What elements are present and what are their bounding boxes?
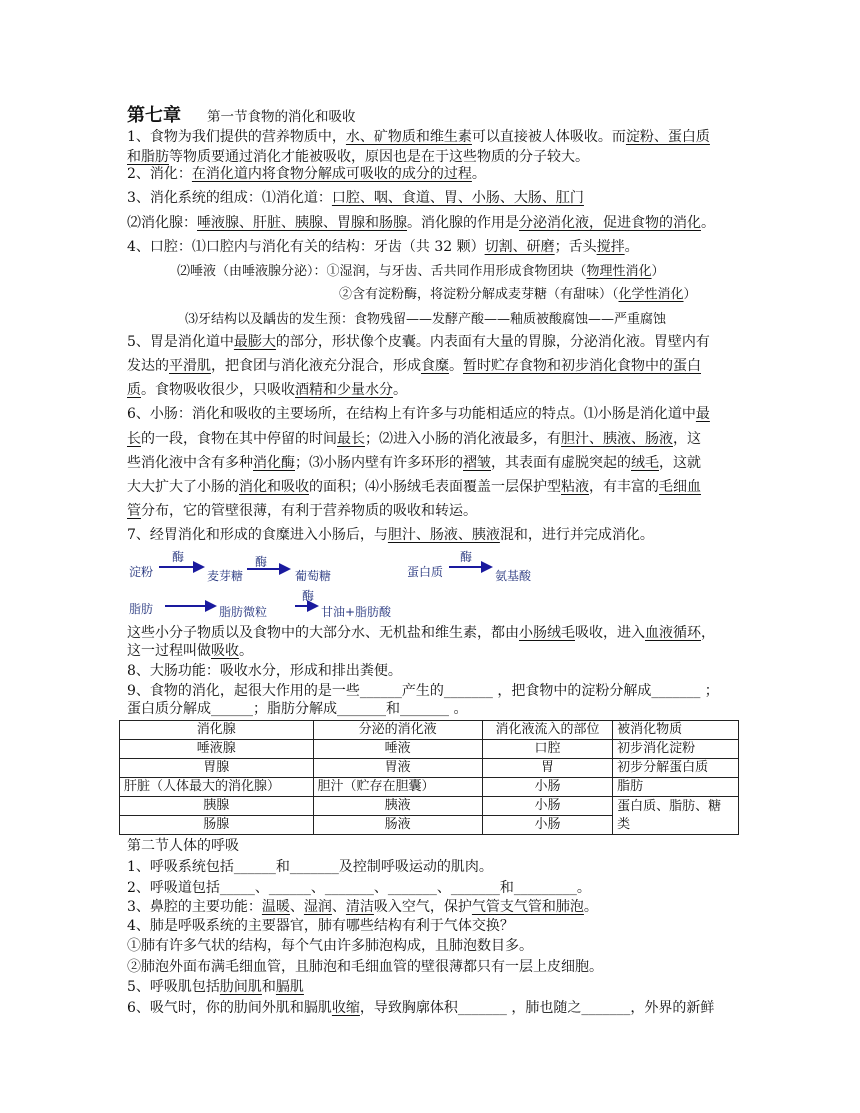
table-cell: 胰液 bbox=[313, 797, 482, 816]
respiration-line-4: 4、肺是呼吸系统的主要器官，肺有哪些结构有利于气体交换？ bbox=[127, 918, 514, 934]
text: 1、食物为我们提供的营养物质中， bbox=[127, 129, 346, 145]
text: ；⑶小肠内壁有许多环形的 bbox=[295, 455, 463, 471]
text: ②含有淀粉酶，将淀粉分解成麦芽糖（有甜味）（ bbox=[339, 287, 619, 302]
text: 的面积；⑷小肠绒毛表面覆盖一层保护型 bbox=[309, 479, 561, 495]
respiration-line-3 bbox=[127, 897, 598, 917]
respiration-line-6 bbox=[127, 998, 714, 1018]
paragraph-6-line-5 bbox=[127, 501, 477, 521]
paragraph-4b bbox=[177, 262, 665, 282]
paragraph-1-line-1 bbox=[127, 127, 710, 147]
underlined-text: 气管支气管和肺泡 bbox=[471, 899, 584, 915]
underlined-text: 血液循环 bbox=[645, 625, 701, 641]
table-cell: 胰腺 bbox=[120, 797, 314, 816]
text: 的一段，食物在其中停留的时间 bbox=[141, 431, 337, 447]
table-header-cell: 消化腺 bbox=[120, 721, 314, 740]
text: 6、小肠：消化和吸收的主要场所，在结构上有许多与功能相适应的特点。⑴小肠是消化道中 bbox=[127, 406, 696, 422]
underlined-text: 收缩 bbox=[331, 1000, 360, 1016]
table-row bbox=[120, 778, 739, 797]
underlined-text: 质 bbox=[127, 382, 141, 398]
text: 。 bbox=[471, 166, 486, 182]
text: ，这 bbox=[673, 431, 701, 447]
text: 2、消化： bbox=[127, 166, 192, 182]
table-cell: 唾液 bbox=[313, 740, 482, 759]
text: ⑵唾液（由唾液腺分泌）：①湿润，与牙齿、舌共同作用形成食物团块（ bbox=[177, 264, 587, 279]
text: ⑵消化腺： bbox=[127, 215, 197, 231]
table-cell: 唾液腺 bbox=[120, 740, 314, 759]
text: 、 bbox=[331, 899, 346, 915]
table-cell: 肝脏（人体最大的消化腺） bbox=[120, 778, 314, 797]
text: 些消化液中含有多种 bbox=[127, 455, 253, 471]
underlined-text: 淀粉、蛋白质 bbox=[625, 129, 710, 145]
underlined-text: 最 bbox=[695, 406, 710, 422]
underlined-text: 温暖 bbox=[261, 899, 290, 915]
label-enzyme: 酶 bbox=[302, 589, 315, 603]
text: 的部分，形状像个皮囊。内表面有大量的胃腺，分泌消化液。胃壁内有 bbox=[275, 334, 710, 350]
underlined-text: 切割、研磨 bbox=[484, 239, 555, 255]
paragraph-5-line-3 bbox=[127, 380, 407, 400]
text: 等物质要通过消化才能被吸收，原因也是在于这些物质的分子较大。 bbox=[169, 149, 589, 165]
underlined-text: 暂时贮存食物和初步消化食物中的蛋白 bbox=[463, 358, 701, 374]
underlined-text: 口腔、咽、食道、胃、小肠、大肠、肛门 bbox=[331, 190, 584, 206]
paragraph-2 bbox=[127, 164, 486, 184]
underlined-text: 化学性消化 bbox=[618, 287, 684, 302]
paragraph-4c bbox=[339, 285, 697, 305]
underlined-text: 酒精和少量水分 bbox=[295, 382, 393, 398]
digestion-arrows bbox=[127, 555, 547, 615]
label-maltose: 麦芽糖 bbox=[207, 569, 244, 583]
text: 。 bbox=[701, 215, 715, 231]
digestive-glands-table bbox=[119, 720, 739, 835]
paragraph-4d: ⑶牙结构以及龋齿的发生预：食物残留——发酵产酸——釉质被酸腐蚀——严重腐蚀 bbox=[185, 312, 667, 327]
paragraph-6-line-1 bbox=[127, 404, 710, 424]
section-2-title: 第二节人体的呼吸 bbox=[127, 838, 239, 854]
table-cell: 小肠 bbox=[482, 778, 612, 797]
table-cell: 肠液 bbox=[313, 816, 482, 835]
underlined-text: 肋间肌 bbox=[219, 979, 262, 995]
underlined-text: 物理性消化 bbox=[586, 264, 652, 279]
underlined-text: 胆汁、肠液、胰液 bbox=[387, 527, 500, 543]
underlined-text: 搅拌 bbox=[596, 239, 625, 255]
text: 3、消化系统的组成：⑴消化道： bbox=[127, 190, 332, 206]
section-title: 第一节食物的消化和吸收 bbox=[207, 109, 356, 125]
underlined-text: 毛细血 bbox=[659, 479, 701, 495]
respiration-line-4a: ①肺有许多气状的结构，每个气由许多肺泡构成，且肺泡数目多。 bbox=[127, 938, 533, 954]
text: 5、胃是消化道中 bbox=[127, 334, 234, 350]
table-cell: 初步消化淀粉 bbox=[613, 740, 739, 759]
table-header-row bbox=[120, 721, 739, 740]
text: 混和，进行并完成消化。 bbox=[499, 527, 654, 543]
respiration-line-2: 2、呼吸道包括_____、______、_______、_______、_______和_________。 bbox=[127, 880, 591, 896]
text: 。 bbox=[239, 643, 253, 659]
underlined-text: 湿润 bbox=[303, 899, 332, 915]
text: 这些小分子物质以及食物中的大部分水、无机盐和维生素，都由 bbox=[127, 625, 519, 641]
text: ， bbox=[701, 625, 715, 641]
underlined-text: 粘液 bbox=[561, 479, 589, 495]
table-row bbox=[120, 740, 739, 759]
text: 吸收，进入 bbox=[575, 625, 645, 641]
table-cell: 胆汁（贮存在胆囊） bbox=[313, 778, 482, 797]
underlined-text: 小肠绒毛 bbox=[519, 625, 575, 641]
text: 。 bbox=[449, 358, 463, 374]
text: 。食物吸收很少，只吸收 bbox=[141, 382, 295, 398]
underlined-text: 唾液腺、肝脏、胰腺、胃腺和肠腺 bbox=[197, 215, 407, 231]
underlined-text: 长 bbox=[127, 431, 141, 447]
paragraph-6-line-4 bbox=[127, 477, 701, 497]
table-cell: 肠腺 bbox=[120, 816, 314, 835]
text: ，这就 bbox=[659, 455, 701, 471]
table-cell: 脂肪 bbox=[613, 778, 739, 797]
paragraph-8-line-1 bbox=[127, 623, 715, 643]
text: 和 bbox=[261, 979, 276, 995]
text: 。 bbox=[583, 899, 598, 915]
respiration-line-5 bbox=[127, 977, 304, 997]
underlined-text: 食糜 bbox=[421, 358, 449, 374]
text: 分布，它的管壁很薄，有利于营养物质的吸收和转运。 bbox=[141, 503, 477, 519]
paragraph-8-line-2 bbox=[127, 641, 253, 661]
label-enzyme: 酶 bbox=[460, 550, 473, 564]
label-fat: 脂肪 bbox=[129, 602, 154, 616]
table-cell: 小肠 bbox=[482, 816, 612, 835]
label-glycerol-fatty-acid: 甘油+脂肪酸 bbox=[321, 605, 392, 619]
text: 。 bbox=[624, 239, 639, 255]
paragraph-11: 蛋白质分解成______；脂肪分解成_______和_______ 。 bbox=[127, 701, 468, 717]
underlined-text: 水、矿物质和维生素 bbox=[345, 129, 472, 145]
chapter-title: 第七章 bbox=[127, 105, 181, 126]
underlined-text: 分泌消化液，促进食物的消化 bbox=[519, 215, 701, 231]
table-header-cell: 分泌的消化液 bbox=[313, 721, 482, 740]
paragraph-10: 9、食物的消化，起很大作用的是一些______产生的_______ ，把食物中的淀粉分解成_______ ； bbox=[127, 683, 719, 699]
text: ） bbox=[683, 287, 697, 302]
respiration-line-1: 1、呼吸系统包括______和_______及控制呼吸运动的肌肉。 bbox=[127, 859, 493, 875]
table-cell: 胃液 bbox=[313, 759, 482, 778]
table-cell: 胃腺 bbox=[120, 759, 314, 778]
text: 。 bbox=[393, 382, 407, 398]
underlined-text: 最长 bbox=[337, 431, 365, 447]
label-enzyme: 酶 bbox=[172, 550, 185, 564]
label-glucose: 葡萄糖 bbox=[295, 569, 332, 583]
underlined-text: 最膨大 bbox=[233, 334, 276, 350]
text: ，有丰富的 bbox=[589, 479, 659, 495]
text: 这一过程叫做 bbox=[127, 643, 211, 659]
paragraph-3b bbox=[127, 213, 715, 233]
underlined-text: 消化和吸收 bbox=[239, 479, 309, 495]
underlined-text: 在消化道内将食物分解成可吸收的成分的过程 bbox=[191, 166, 472, 182]
text: ，把食团与消化液充分混合，形成 bbox=[211, 358, 421, 374]
text: ，导致胸廓体积_______ ，肺也随之_______，外界的新鲜 bbox=[359, 1000, 715, 1016]
table-row bbox=[120, 759, 739, 778]
table-header-cell: 消化液流入的部位 bbox=[482, 721, 612, 740]
underlined-text: 清洁 bbox=[345, 899, 374, 915]
text: ；舌头 bbox=[554, 239, 597, 255]
text: 。消化腺的作用是 bbox=[407, 215, 519, 231]
paragraph-3 bbox=[127, 188, 584, 208]
table-cell: 胃 bbox=[482, 759, 612, 778]
paragraph-4 bbox=[127, 237, 639, 257]
text: 5、呼吸肌包括 bbox=[127, 979, 220, 995]
text: 4、口腔：⑴口腔内与消化有关的结构：牙齿（共 32 颗） bbox=[127, 239, 485, 255]
underlined-text: 吸收 bbox=[211, 643, 239, 659]
underlined-text: 褶皱 bbox=[463, 455, 491, 471]
label-amino-acid: 氨基酸 bbox=[495, 569, 532, 583]
underlined-text: 管 bbox=[127, 503, 141, 519]
heading-line bbox=[127, 106, 356, 127]
text: 7、经胃消化和形成的食糜进入小肠后，与 bbox=[127, 527, 388, 543]
table-cell: 蛋白质、脂肪、糖类 bbox=[613, 797, 739, 835]
paragraph-5-line-2 bbox=[127, 356, 701, 376]
text: 3、鼻腔的主要功能： bbox=[127, 899, 262, 915]
underlined-text: 和脂肪 bbox=[127, 149, 169, 165]
table-cell: 小肠 bbox=[482, 797, 612, 816]
text: 吸入空气，保护 bbox=[373, 899, 472, 915]
table-header-cell: 被消化物质 bbox=[613, 721, 739, 740]
text: ） bbox=[651, 264, 665, 279]
text: 发达的 bbox=[127, 358, 169, 374]
table-row bbox=[120, 797, 739, 816]
text: 、 bbox=[289, 899, 304, 915]
underlined-text: 膈肌 bbox=[275, 979, 304, 995]
table-cell: 口腔 bbox=[482, 740, 612, 759]
label-starch: 淀粉 bbox=[129, 565, 154, 579]
label-fat-droplet: 脂肪微粒 bbox=[219, 605, 268, 619]
text: 大大扩大了小肠的 bbox=[127, 479, 239, 495]
underlined-text: 平滑肌 bbox=[169, 358, 211, 374]
text: ，其表面有虚脱突起的 bbox=[491, 455, 631, 471]
label-enzyme: 酶 bbox=[255, 555, 268, 569]
paragraph-6-line-2 bbox=[127, 429, 701, 449]
underlined-text: 胆汁、胰液、肠液 bbox=[561, 431, 673, 447]
paragraph-5-line-1 bbox=[127, 332, 710, 352]
underlined-text: 绒毛 bbox=[631, 455, 659, 471]
label-protein: 蛋白质 bbox=[407, 565, 444, 579]
paragraph-7 bbox=[127, 525, 654, 545]
underlined-text: 消化酶 bbox=[253, 455, 295, 471]
paragraph-9: 8、大肠功能：吸收水分，形成和排出粪便。 bbox=[127, 663, 402, 679]
text: 6、吸气时，你的肋间外肌和膈肌 bbox=[127, 1000, 332, 1016]
paragraph-6-line-3 bbox=[127, 453, 701, 473]
text: ；⑵进入小肠的消化液最多，有 bbox=[365, 431, 561, 447]
table-cell: 初步分解蛋白质 bbox=[613, 759, 739, 778]
text: 可以直接被人体吸收。而 bbox=[471, 129, 626, 145]
respiration-line-4b: ②肺泡外面布满毛细血管，且肺泡和毛细血管的壁很薄都只有一层上皮细胞。 bbox=[127, 959, 603, 975]
